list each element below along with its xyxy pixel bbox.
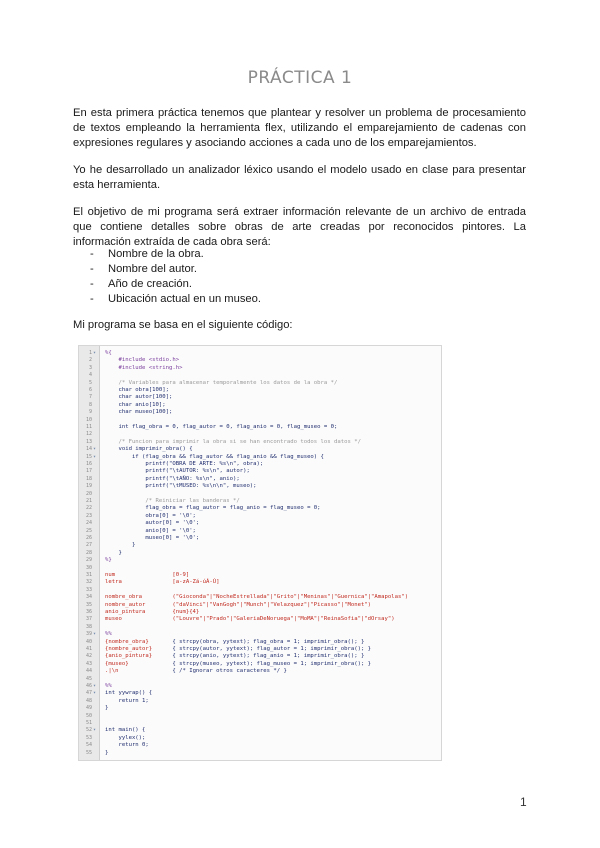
line-number: 25 <box>85 527 92 534</box>
code-text: #include <stdio.h> <box>105 357 180 364</box>
list-item <box>90 277 261 292</box>
code-text: int main() { <box>105 727 146 734</box>
line-number: 19 <box>85 483 92 490</box>
code-line <box>79 528 441 535</box>
page-title: PRÁCTICA 1 <box>247 68 353 88</box>
objective-paragraph: El objetivo de mi programa será extraer información relevante de un archivo de entrada que contiene detalles sobre obras de arte creadas por reconocidos pintores. La información extraída de cada obra será: <box>73 206 526 248</box>
line-number: 3 <box>88 364 92 371</box>
line-number: 41 <box>85 646 92 652</box>
fold-arrow-icon[interactable]: ▾ <box>93 631 97 638</box>
line-number: 53 <box>85 734 92 741</box>
code-line <box>79 609 441 616</box>
code-text: nombre_autor ("daVinci"|"VanGogh"|"Munch"|"Velazquez"|"Picasso"|"Monet") <box>105 601 372 608</box>
code-line <box>79 446 441 453</box>
code-text: } <box>105 749 109 756</box>
code-line <box>79 676 441 683</box>
line-number: 18 <box>85 475 92 482</box>
code-text: /* Variables para almacenar temporalmente los datos de la obra */ <box>105 379 338 386</box>
line-number: 33 <box>85 586 92 593</box>
code-text: autor[0] = '\0'; <box>105 520 200 527</box>
bullet-dash: - <box>90 293 94 305</box>
code-text: void imprimir_obra() { <box>105 446 193 453</box>
rule-pattern: {nombre_obra} <box>105 638 173 645</box>
fold-arrow-icon[interactable]: ▾ <box>93 453 97 460</box>
line-number: 26 <box>85 535 92 541</box>
code-text: letra [a-zA-Zá-úÁ-Ú] <box>105 579 220 586</box>
line-number: 36 <box>85 609 92 615</box>
line-number: 46 <box>85 683 92 689</box>
code-text: %% <box>105 631 112 638</box>
bullet-dash: - <box>90 278 94 290</box>
rule-action: { strcpy(anio, yytext); flag_anio = 1; imprimir_obra(); } <box>172 653 365 660</box>
code-line <box>79 594 441 601</box>
code-line <box>79 720 441 727</box>
code-text <box>105 639 364 646</box>
fold-arrow-icon[interactable]: ▾ <box>93 690 97 697</box>
code-text: museo[0] = '\0'; <box>105 535 200 541</box>
line-number: 11 <box>85 424 92 430</box>
line-number: 22 <box>85 505 92 512</box>
code-text: #include <string.h> <box>105 364 183 371</box>
code-text: char obra[100]; <box>105 387 169 393</box>
line-number: 34 <box>85 594 92 601</box>
line-number: 54 <box>85 742 92 749</box>
code-text: printf("\tMUSEO: %s\n\n", museo); <box>105 483 257 490</box>
code-line <box>79 542 441 549</box>
code-line <box>79 735 441 742</box>
code-line <box>79 461 441 468</box>
code-line <box>79 424 441 431</box>
line-number: 50 <box>85 712 92 719</box>
code-line <box>79 483 441 490</box>
code-text: printf("\tAÑO: %s\n", anio); <box>105 475 240 482</box>
code-line <box>79 587 441 594</box>
code-line <box>79 683 441 690</box>
line-number: 39 <box>85 631 92 638</box>
line-number: 49 <box>85 705 92 712</box>
code-line <box>79 631 441 638</box>
code-line <box>79 646 441 653</box>
line-number: 6 <box>88 387 92 393</box>
line-number: 24 <box>85 520 92 527</box>
code-text: if (flag_obra && flag_autor && flag_anio && flag_museo) { <box>105 453 324 460</box>
code-line <box>79 372 441 379</box>
list-item <box>90 262 261 277</box>
code-line <box>79 365 441 372</box>
code-line <box>79 476 441 483</box>
code-text: %% <box>105 683 112 689</box>
fold-arrow-icon[interactable]: ▾ <box>93 727 97 734</box>
code-line <box>79 357 441 364</box>
line-number: 55 <box>85 749 92 756</box>
code-text: obra[0] = '\0'; <box>105 512 196 519</box>
line-number: 4 <box>88 372 92 379</box>
line-number: 2 <box>88 357 92 364</box>
code-line <box>79 402 441 409</box>
line-number: 17 <box>85 468 92 475</box>
code-line <box>79 624 441 631</box>
line-number: 21 <box>85 498 92 504</box>
line-number: 45 <box>85 675 92 682</box>
list-item <box>90 247 261 262</box>
bullet-dash: - <box>90 248 94 260</box>
line-number: 5 <box>88 379 92 386</box>
rule-pattern: {museo} <box>105 660 173 667</box>
line-number: 29 <box>85 557 92 564</box>
line-number: 48 <box>85 697 92 704</box>
line-number: 23 <box>85 512 92 519</box>
fold-arrow-icon[interactable]: ▾ <box>93 446 97 453</box>
line-number: 44 <box>85 668 92 675</box>
code-line <box>79 742 441 749</box>
code-text: int flag_obra = 0, flag_autor = 0, flag_anio = 0, flag_museo = 0; <box>105 424 338 430</box>
rule-pattern: .|\n <box>105 668 173 675</box>
line-number: 12 <box>85 431 92 438</box>
fold-arrow-icon[interactable]: ▾ <box>93 683 97 689</box>
line-number: 27 <box>85 542 92 549</box>
code-text: return 1; <box>105 697 149 704</box>
code-line <box>79 513 441 520</box>
line-number: 7 <box>88 394 92 401</box>
rule-pattern: {anio_pintura} <box>105 653 173 660</box>
code-text: char autor[100]; <box>105 394 173 401</box>
code-line <box>79 557 441 564</box>
code-text: char museo[100]; <box>105 409 173 416</box>
code-line <box>79 491 441 498</box>
code-text: } <box>105 705 109 712</box>
code-text <box>105 646 371 653</box>
bullet-dash: - <box>90 263 94 275</box>
line-number: 42 <box>85 653 92 660</box>
code-line <box>79 520 441 527</box>
line-number: 32 <box>85 579 92 586</box>
page-number: 1 <box>520 795 527 809</box>
code-text: } <box>105 549 122 556</box>
fold-arrow-icon[interactable]: ▾ <box>93 350 97 356</box>
code-text <box>105 661 371 668</box>
code-intro-paragraph: Mi programa se basa en el siguiente código: <box>73 319 293 331</box>
code-line <box>79 550 441 557</box>
code-line <box>79 668 441 675</box>
code-line <box>79 565 441 572</box>
code-text: return 0; <box>105 742 149 749</box>
code-line <box>79 639 441 646</box>
line-number: 30 <box>85 564 92 571</box>
rule-action: { /* Ignorar otros caracteres */ } <box>172 668 287 675</box>
code-line <box>79 498 441 505</box>
line-number: 38 <box>85 623 92 630</box>
code-line <box>79 661 441 668</box>
line-number: 9 <box>88 409 92 416</box>
line-number: 15 <box>85 453 92 460</box>
code-text <box>105 653 364 660</box>
line-number: 1 <box>88 350 92 356</box>
code-line <box>79 705 441 712</box>
code-line <box>79 468 441 475</box>
line-number: 10 <box>85 416 92 423</box>
rule-action: { strcpy(autor, yytext); flag_autor = 1; imprimir_obra(); } <box>172 646 372 652</box>
line-number: 8 <box>88 401 92 408</box>
line-number: 20 <box>85 490 92 497</box>
code-text: %{ <box>105 350 112 356</box>
code-line <box>79 750 441 757</box>
line-number: 43 <box>85 660 92 667</box>
code-text: %} <box>105 557 112 564</box>
code-text: int yywrap() { <box>105 690 153 697</box>
code-line <box>79 727 441 734</box>
code-text: anio[0] = '\0'; <box>105 527 196 534</box>
intro-paragraph: En esta primera práctica tenemos que plantear y resolver un problema de procesamiento de textos empleando la herramienta flex, utilizando el emparejamiento de cadenas con expresiones regulares y asociando acciones a cada uno de los emparejamientos. <box>73 107 526 149</box>
code-text <box>105 668 287 675</box>
line-number: 13 <box>85 438 92 445</box>
analyzer-paragraph: Yo he desarrollado un analizador léxico usando el modelo usado en clase para presentar esta herramienta. <box>73 164 526 191</box>
line-number: 37 <box>85 616 92 623</box>
extracted-fields-list <box>90 247 261 307</box>
line-number: 35 <box>85 601 92 608</box>
code-line <box>79 454 441 461</box>
code-line <box>79 572 441 579</box>
list-item-text: Nombre del autor. <box>108 263 197 275</box>
list-item <box>90 292 261 307</box>
code-text: yylex(); <box>105 734 146 741</box>
line-number: 47 <box>85 690 92 697</box>
code-line <box>79 535 441 542</box>
code-text: char anio[10]; <box>105 401 166 408</box>
code-text: num [0-9] <box>105 572 190 578</box>
code-line <box>79 417 441 424</box>
rule-pattern: {nombre_autor} <box>105 646 173 652</box>
code-line <box>79 439 441 446</box>
code-line <box>79 713 441 720</box>
code-line <box>79 387 441 394</box>
rule-action: { strcpy(obra, yytext); flag_obra = 1; imprimir_obra(); } <box>172 638 365 645</box>
line-number: 14 <box>85 446 92 453</box>
code-line <box>79 698 441 705</box>
code-line <box>79 409 441 416</box>
code-line <box>79 653 441 660</box>
code-line <box>79 350 441 357</box>
code-text: museo ("Louvre"|"Prado"|"GaleriaDeNoruega"|"MoMA"|"ReinaSofia"|"dOrsay") <box>105 616 395 623</box>
code-line <box>79 505 441 512</box>
rule-action: { strcpy(museo, yytext); flag_museo = 1; imprimir_obra(); } <box>172 660 372 667</box>
code-text: anio_pintura {num}{4} <box>105 609 200 615</box>
list-item-text: Ubicación actual en un museo. <box>108 293 261 305</box>
code-line <box>79 616 441 623</box>
code-line <box>79 579 441 586</box>
code-text: printf("OBRA DE ARTE: %s\n", obra); <box>105 461 264 467</box>
code-text: printf("\tAUTOR: %s\n", autor); <box>105 468 250 475</box>
line-number: 31 <box>85 572 92 578</box>
line-number: 52 <box>85 727 92 734</box>
line-number: 16 <box>85 461 92 467</box>
list-item-text: Año de creación. <box>108 278 192 290</box>
code-line <box>79 431 441 438</box>
list-item-text: Nombre de la obra. <box>108 248 204 260</box>
code-line <box>79 602 441 609</box>
code-text: /* Funcion para imprimir la obra si se han encontrado todos los datos */ <box>105 438 361 445</box>
code-screenshot <box>78 345 442 761</box>
code-line <box>79 690 441 697</box>
code-line <box>79 380 441 387</box>
code-text: /* Reiniciar las banderas */ <box>105 498 240 504</box>
code-line <box>79 394 441 401</box>
code-text: } <box>105 542 136 549</box>
line-number: 40 <box>85 638 92 645</box>
code-text: flag_obra = flag_autor = flag_anio = flag_museo = 0; <box>105 505 321 512</box>
line-number: 51 <box>85 720 92 726</box>
code-text: nombre_obra ("Gioconda"|"NocheEstrellada"|"Grito"|"Meninas"|"Guernica"|"Amapolas") <box>105 594 409 601</box>
line-number: 28 <box>85 549 92 556</box>
